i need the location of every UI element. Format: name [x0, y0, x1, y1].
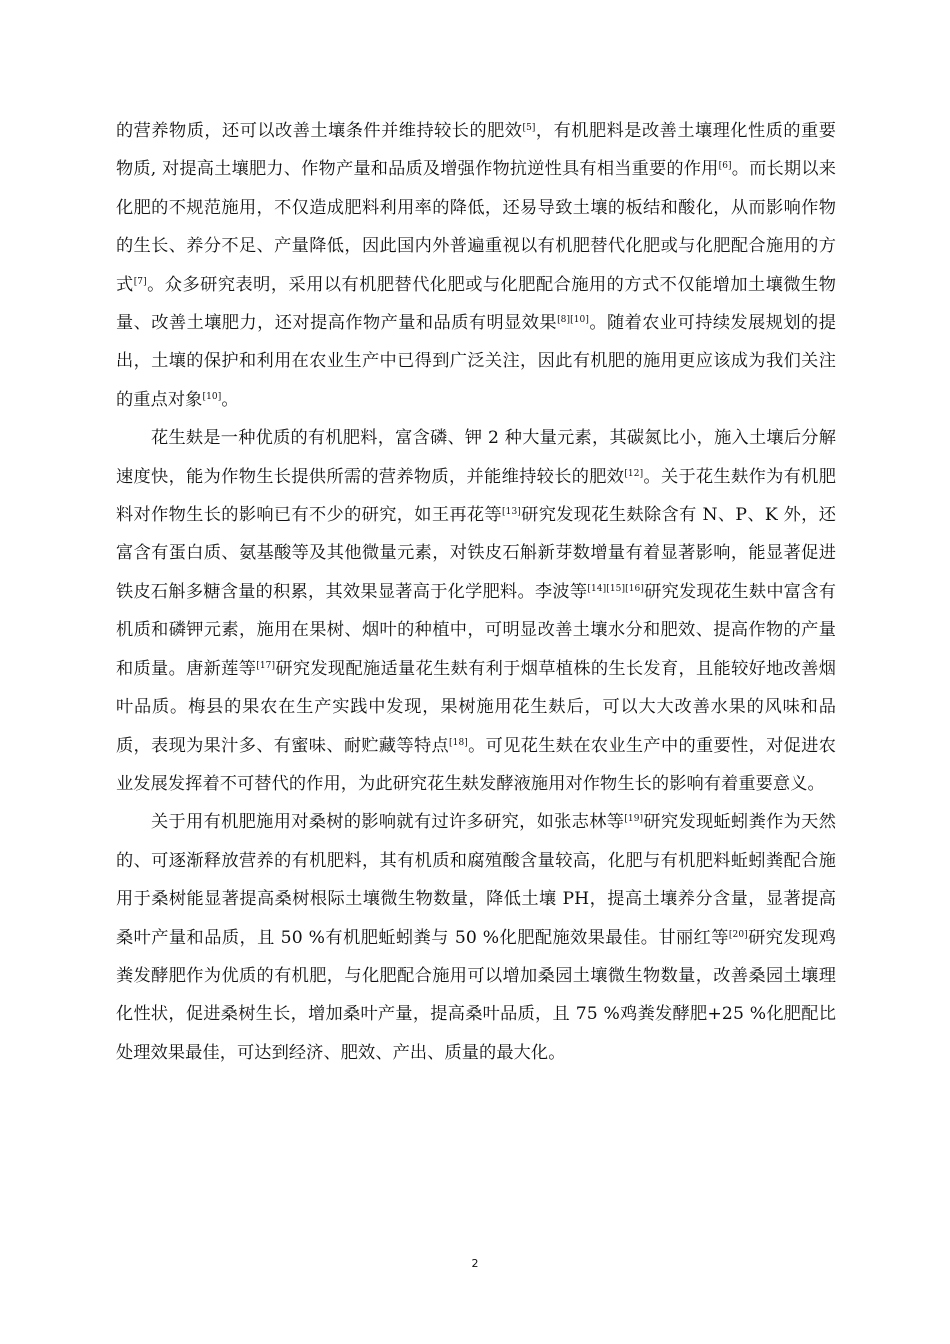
- text-run: 研究发现配施适量花生麸有利于烟草植株的生长发育，且能较好地改善烟叶品质。梅县的果农在生产实践中发现，果树施用花生麸后，可以大大改善水果的风味和品质，表现为果汁多、有蜜味、耐贮藏等特点: [116, 658, 836, 756]
- text-run: ，有机肥料是改善土壤理化性质的重要物质, 对提高土壤肥力、作物产量和品质及增强作物抗逆性具有相当重要的作用: [116, 121, 836, 180]
- text-run: 。众多研究表明，采用以有机肥替代化肥或与化肥配合施用的方式不仅能增加土壤微生物量、改善土壤肥力，还对提高作物产量和品质有明显效果: [116, 274, 837, 334]
- text-run: 。关于花生麸作为有机肥料对作物生长的影响已有不少的研究，如王再花等: [116, 466, 836, 526]
- citation-marker: [7]: [133, 276, 147, 287]
- citation-marker: [14][15][16]: [587, 583, 644, 594]
- text-run: 。可见花生麸在农业生产中的重要性，对促进农业发展发挥着不可替代的作用，为此研究花生麸发酵液施用对作物生长的影响有着重要意义。: [116, 735, 836, 794]
- citation-marker: [12]: [624, 468, 644, 479]
- citation-marker: [17]: [256, 660, 276, 671]
- citation-marker: [19]: [624, 814, 644, 825]
- text-run: 花生麸是一种优质的有机肥料，富含磷、钾 2 种大量元素，其碳氮比小，施入土壤后分解速度快，能为作物生长提供所需的营养物质，并能维持较长的肥效: [116, 428, 836, 487]
- paragraph: [116, 803, 836, 1072]
- citation-marker: [6]: [718, 161, 732, 172]
- text-run: 的营养物质，还可以改善土壤条件并维持较长的肥效: [116, 121, 523, 141]
- citation-marker: [20]: [728, 929, 748, 940]
- text-run: 关于用有机肥施用对桑树的影响就有过许多研究，如张志林等: [151, 812, 625, 833]
- text-run: 研究发现鸡粪发酵肥作为优质的有机肥，与化肥配合施用可以增加桑园土壤微生物数量，改善桑园土壤理化性状，促进桑树生长，增加桑叶产量，提高桑叶品质，且 75 %鸡粪发酵肥+25 %化肥配比处理效果最佳，可达到经济、肥效、产出、质量的最大化。: [116, 927, 836, 1063]
- citation-marker: [8][10]: [557, 315, 589, 326]
- text-run: 。随着农业可持续发展规划的提出，土壤的保护和利用在农业生产中已得到广泛关注，因此有机肥的施用更应该成为我们关注的重点对象: [116, 313, 836, 410]
- paragraph: [116, 419, 836, 803]
- paragraph: [116, 112, 836, 419]
- citation-marker: [5]: [522, 123, 536, 133]
- text-run: 研究发现蚯蚓粪作为天然的、可逐渐释放营养的有机肥料，其有机质和腐殖酸含量较高，化肥与有机肥料蚯蚓粪配合施用于桑树能显著提高桑树根际土壤微生物数量，降低土壤 PH，提高土壤养分含量，显著提高桑叶产量和品质，且 50 %有机肥蚯蚓粪与 50 %化肥配施效果最佳。甘丽红等: [116, 812, 836, 948]
- page-number: 2: [471, 1257, 479, 1270]
- citation-marker: [10]: [202, 391, 222, 402]
- text-run: 研究发现花生麸除含有 N、P、K 外，还富含有蛋白质、氨基酸等及其他微量元素，对铁皮石斛新芽数增量有着显著影响，能显著促进铁皮石斛多糖含量的积累，其效果显著高于化学肥料。李波等: [116, 505, 837, 602]
- text-run: 。而长期以来化肥的不规范施用，不仅造成肥料利用率的降低，还易导致土壤的板结和酸化，从而影响作物的生长、养分不足、产量降低，因此国内外普遍重视以有机肥替代化肥或与化肥配合施用的方式: [116, 159, 836, 295]
- text-run: 。: [221, 389, 239, 410]
- citation-marker: [13]: [502, 507, 521, 518]
- citation-marker: [18]: [449, 737, 468, 748]
- body-text: [116, 112, 836, 1072]
- text-run: 研究发现花生麸中富含有机质和磷钾元素，施用在果树、烟叶的种植中，可明显改善土壤水分和肥效、提高作物的产量和质量。唐新莲等: [116, 581, 836, 679]
